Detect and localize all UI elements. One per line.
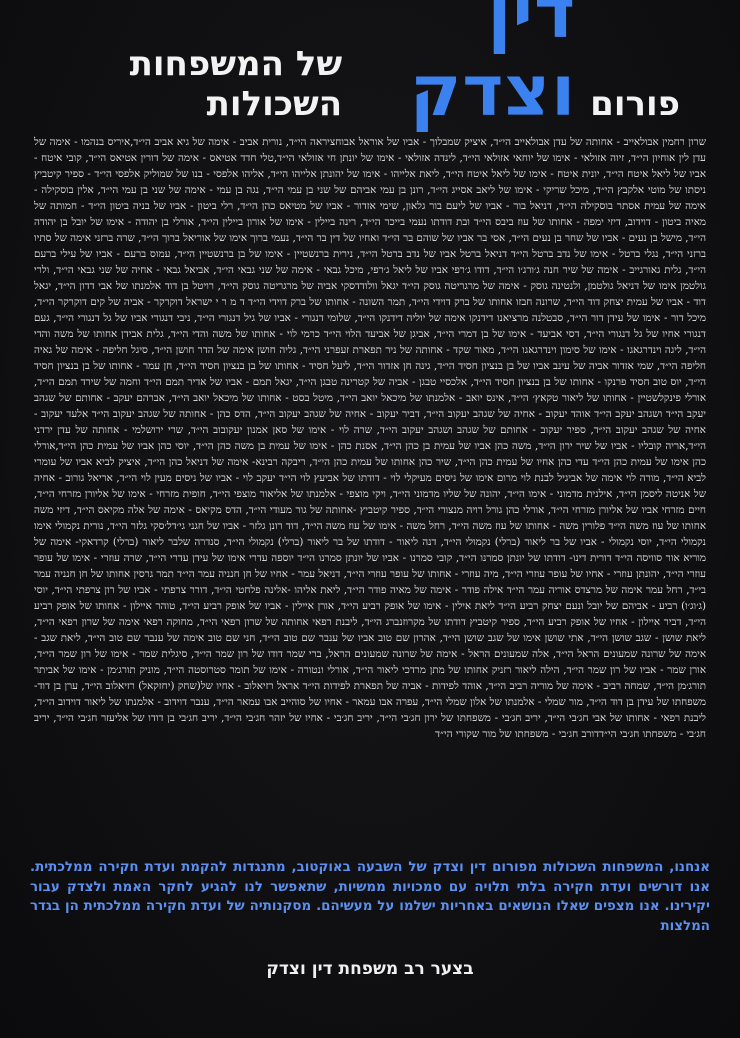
header-title: דין וצדק bbox=[409, 0, 577, 132]
header-suffix: של המשפחות השכולות bbox=[129, 44, 343, 124]
bereaved-families-list: שרון רחמין אבולאייב - אחותה של עדן אבולאייב הי״ד, איציק שמבלוך - אביו של אוראל אבוחציראה הי״ד, נורית אביב - אימה של גיא אביב הי״ד,איריס בנהמו - אימה של עדן לין אוחיון הי״ד, זיוה אזולאי - אימו של יוחאי אזולאי הי״ד, לינדה אזולאי - אימו של יונתן חי אזולאי הי״ד,טלי חדד אטיאס - אימה של דורין אטיאס הי״ד, קובי איטח - אביו של ליאל איטח הי״ד, יונית איטח - אימו של ליאל איטח הי״ד, ליאת אלייהו - אימו של יהונתן אלייהו הי״ד, אליהו אלפסי - בנו של שמוליק אלפסי הי״ד - ספיר קיטביץ ניסתו של מוטי אלקבץ הי״ד, מיכל שריקי - אימו של ליאב אסייג הי״ד, רונן בן עמי אביהם של שני בן עמי הי״ד, נגה בן עמי - אימה של שני בן עמי הי״ד, אלין בוסקילה - אימה של עמית אסתר בוסקילה הי״ד, דניאל בור - אביו של ליעם בור גלאון, שימי אזדור - אביו של מטיאס כהן הי״ד, רלי ביטון - אביו של בניה ביטון הי״ד - חמותה של מאיה ביטון - דוידוב, דיזי ימפה - אחותו של עוז ביבס הי״ד ובת דודתו נעמי בייכר הי״ד, רינה ביילין - אימו של אורון ביילין הי״ד, אורלי בן יהודה - אימו של יובל בן יהודה הי״ד, מישל בן נעים - אביו של שחר בן נעים הי״ד, אסי בר אביו של שוהם בר הי״ד ואחיו של דין בר הי״ד, נעמי ברוך אימו של אוריאל ברוך הי״ד, שרה ברזני אימה של סתיו ברזני הי״ד, נגלי ברטל - אימו של נדב ברטל הי״ד דניאל ברטל אביו של נדב ברטל הי״ד, נירית ברנשטיין - אימו של בן ברנשטיין הי״ד, עמוס ברעם - אביו של עילי ברעם הי״ד, גלית גאורגייב - אימה של שיר חנה ג׳ורג׳ו הי״ד, דודו ג׳רפי אביו של ליאל ג׳רפי, מיכל גבאי - אימה של שני גבאי הי״ד, אביאל גבאי - אחיה של שני גבאי הי״ד, ולרי גולטמן אימו של דניאל גולטמן, ולנטינה גוסק - אימה של מרגריטה גוסק הי״ד יגאל וולודדסקי אביה של מרגריטה גוסק הי״ד, רויטל בן דוד אלמנתו של אבי דדון הי״ד, יגאל דוד - אביו של עמית יצחק דוד הי״ד, שרונה חבזו אחותו של ברק דוידי הי״ד, תמר השונה - אחותו של ברק דוידי הי״ד ד מ ר י ישראל דוקרקר - אביה של קים דוקרקר הי״ד, מיכל דור - אימו של עידן דור הי״ד, סבטלנה מרציאנו דידנקו אימה של יוליה דידנקו הי״ד, שלומי דנגורי - אביו של גיל דנגורי הי״ד, ניבי דנגורי אביו של גל דנגורי הי״ד, געם דנגורי אחיו של גל דנגורי הי״ד, דסי אביעד - אימו של בן דמרי הי״ד, אביגן של אביעד הלוי הי״ד כרמי לוי - אחותו של משה והדי הי״ד, גלית אבידן אחותו של משה והדי הי״ד, ליגה וינדרגאגו - אימו של סימון וינדרגאגו הי״ד, מאור שקד - אחותה של ניר תפארת זעפרני הי״ד, גליה חושן אימה של הדר חושן הי״ד, סיגל חליפה - אימה של גאיה חליפה הי״ד, שמי אזדור אביה של עינב אביו של בן בנציון חסיד הי״ד, גינה חן אזדור הי״ד, ליעל חסיד - אחותו של בן בנציון חסיד הי״ד, חן עמר - אחותו של בן בנציון חסיד הי״ד, יוס טוב חסיד פרנקו - אחותו של בן בנציון חסיד הי״ד, אלכסיי טבגן - אביה של קטרינה טבגן הי״ד, יגאל תמם - אביו של אדיר תמם הי״ד וחמה של שירד תמם הי״ד, אורלי פינקלשטיין - אחותו של ליאור טקאץ׳ הי״ד, אינס יואב - אלמנתו של מיכאל יואב הי״ד, מיטל בסט - אחותו של מיכאל יואב הי״ד, אברהם יעקב - אחותם של שגהב יעקב הי״ד ושגהב יעקב הי״ד אוהד יעקוב - אחיה של שגהב יעקוב הי״ד, דביר יעקוב - אחיה של שגהב יעקוב הי״ד, הדס כהן - אחותה של שגהב יעקוב הי״ד אלעד יעקוב - אחיה של שגהב יעקוב הי״ד, ספיר יעקוב - אחותם של שגהב ושגהב יעקוב הי״ד, שרה לוי - אימו של סאן אמנון יעקובוב הי״ד, שרי ירושלמי - אחותה של עדן ירדני הי״ד,אריה קובליו - אביו של שיר ירון הי״ד, משה כהן אביו של עמית בן כהן הי״ד, אסנת כהן - אימו של עמית בן משה כהן הי״ד, יוסי כהן אביו של עמית כהן הי״ד,אורלי כהן אימו של עמית כהן הי״ד עדי כהן אחיו של עמית כהן הי״ד, שיר כהן אחותו של עמית כהן הי״ד, ריבקה רבינא- אימה של דניאל כהן הי״ד, איציק לביא אביו של עומרי לביא הי״ד, מורה לוי אימה של אביגיל לבנת לוי מרום אימו של ניסים מעיקלי לוי - דודתו של אביעץ לוי הי״ד יעקב לוי - אביו של ניסים מעין לוי הי״ד, אריאל גורוב - אחיה של אניטה ליסמן הי״ד, אילנית מדמוני - אימו הי״ד, יהונה של שליו מדמוני הי״ד, ויקי מוצפי - אלמנתו של אליאור מוצפי הי״ד, חופית מזרחי - אימו של אליורן מזרחי הי״ד, חיים מזרחי אביו של אליורן מזרחי הי״ד, אורלי כהן גורל רויה מנצורי הי״ד, ספיר קיטביץ -אחותה של גור מעודי הי״ד, הדס מקיאס - אימה של אלה מקיאס הי״ד, דיזי משה אחותו של עוז משה הי״ד פלורין משה - אחותו של עוז משה הי״ד, רחל משה - אימו של עוז משה הי״ד, דוד רונן גלזר - אביו של חגני גי׳דל׳סקי גלזר הי״ד, נורית נקמולי אימו נקמולי הי״ד, יוסי נקמולי - אביו של בר ליאור (ברלי) נקמולי הי״ד, דנה ליאור - דודתו של בר ליאור (ברלי) נקמולי הי״ד, סנדרה שלבר ליאור (ברלי) קרדאקי- אימה של מוריא אור סוויסה הי״ד דורית דינו- דודתו של יונתן סמרנו הי״ד, קובי סמרנו - אביו של יונתן סמרנו הי״ד יוספה עדרי אימו של עידן עדרי הי״ד, שרה עוזרי - אימו של עופר עוזרי הי״ד, יהונתן עוזרי - אחיו של עופר עוזרי הי״ד, מיה עוזרי - אחותו של עופר עוזרי הי״ד, דניאל עמר - אחיו של חן חנניה עמר הי״ד תמר גרסין אחותו של חן חנניה עמר בי״ד, רחל עמר אימה של מרצדס אוריה עמר הי״ד אילה פודר - אימה של מאיה פודר הי״ד, ליאת אליהו -אלינה פלחטי הי״ד, דורר צרפתי - אביו של רון צרפתי הי״ד, יוסי (ג׳וג׳ו) רביע - אביהם של יובל ונעם יצחק רביע הי״ד ליאת אילין - אימו של אופק רביע הי״ד, אורן איילין - אביו של אופק רביע הי״ד, טוהר איילון - אחותו של אופק רביע הי״ד, דביר איילון - אחיו של אופק רביע הי״ד, ספיר קיטביץ דודתו של מקרוזנברג הי״ד, ליבנת רפאי אחותה של שרון רפאי הי״ד, מחוקה רפאי אימה של שרון רפאי הי״ד, ליאת שושן - שגב שושן הי״ד, אתי שושן אימו של שגב שושן הי״ד, אהרון שם טוב אביו של ענבר שם טוב הי״ד, חני שם טוב אימה של ענבר שם טוב הי״ד, ליאת שגב - אימה של שרונה שמעונים הראל הי״ד, אלה שמעונים הראל - אימה של שרונה שמעונים הראל, ברי שמר דודו של רון שמר הי״ד, סיגלית שמר - אימו של רון שמר הי״ד, אורן שמר - אביו של רון שמר הי״ד, הילה ליאור רזניק אחותו של מתן מרדכי ליאור הי״ד, אורלי ונטורה - אימו של תומר סטרוסטה הי״ד, מוניק תורג׳מן - אימו של אביתר תורג׳מן הי״ד, שמחה רביב - אימה של מוריה רביב הי״ד, אוהד לפידות - אביה של תפארת לפידות הי״ד אראל רזיאלוב - אחיו של(שחק (יחזקאל) רזיאלוב הי״ד, ערן בן דוד- משפחתו של עידן בן דוד הי״ד, מור שמלי - אלמנתו של אלון שמלי הי״ד, עפרה אבו עמאר - אחיו של סוהייב אבו עמאר הי״ד, ענבר דוידוב - אלמנתו של ליאור דוידוב הי״ד, ליבנת רפאי - אחותו של אבי חג׳בי הי״ד, יריב חג׳בי - משפחתו של ירון חג׳בי הי״ד, יריב חג׳בי - אחיו של יזהר חג׳בי הי״ד, יריב חג׳בי בן דודו של אליעזר חג׳בי הי״ד, יריב חג׳בי - משפחתו חג׳בי הי״דדורב חג׳בי - משפחתו של מור שקורי הי״ד bbox=[34, 136, 706, 740]
header-prefix: פורום bbox=[590, 84, 680, 124]
poster-header bbox=[60, 0, 680, 132]
signature-line: בצער רב משפחת דין וצדק bbox=[266, 959, 474, 979]
forum-statement: אנחנו, המשפחות השכולות מפורום דין וצדק של השבעה באוקטוב, מתנגדות להקמת ועדת חקירה ממלכתית. אנו דורשים ועדת חקירה בלתי תלויה עם סמכויות ממשיות, שתאפשר לנו להגיע לחקר האמת ולצדק עבור יקירינו. אנו מצפים שאלו הנושאים באחריות ישלמו על מעשיהם. מסקנותיה של ועדת חקירה ממלכתית הן בגדר המלצות bbox=[30, 860, 710, 934]
